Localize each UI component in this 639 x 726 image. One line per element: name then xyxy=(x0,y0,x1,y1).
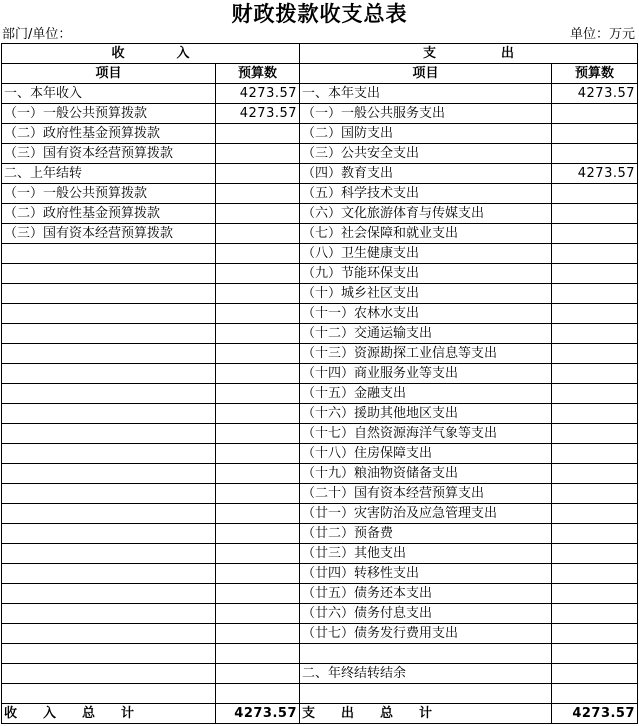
expense-amount-cell xyxy=(552,184,638,204)
expense-item-cell: 一、本年支出 xyxy=(300,84,552,104)
expense-item-cell: （廿二）预备费 xyxy=(300,524,552,544)
expense-item-cell: （十五）金融支出 xyxy=(300,384,552,404)
income-amount-cell xyxy=(216,344,300,364)
income-amount-cell xyxy=(216,424,300,444)
income-amount-cell xyxy=(216,304,300,324)
income-item-cell xyxy=(2,384,216,404)
income-amount-cell xyxy=(216,464,300,484)
table-row xyxy=(2,284,638,304)
expense-amount-cell xyxy=(552,664,638,684)
income-item-cell xyxy=(2,264,216,284)
expense-item-cell: （廿四）转移性支出 xyxy=(300,564,552,584)
totals-row xyxy=(2,704,638,724)
income-item-cell xyxy=(2,324,216,344)
expense-amount-cell xyxy=(552,144,638,164)
income-amount-cell xyxy=(216,384,300,404)
table-row xyxy=(2,524,638,544)
expense-item-cell: （十六）援助其他地区支出 xyxy=(300,404,552,424)
expense-amount-cell xyxy=(552,364,638,384)
expense-item-header: 项目 xyxy=(300,64,552,84)
income-item-cell xyxy=(2,304,216,324)
expense-item-cell: （十四）商业服务业等支出 xyxy=(300,364,552,384)
expense-budget-header: 预算数 xyxy=(552,64,638,84)
expense-item-cell xyxy=(300,684,552,704)
expense-amount-cell xyxy=(552,104,638,124)
income-amount-cell xyxy=(216,124,300,144)
income-item-cell: （二）政府性基金预算拨款 xyxy=(2,204,216,224)
table-row xyxy=(2,604,638,624)
income-budget-header: 预算数 xyxy=(216,64,300,84)
income-amount-cell xyxy=(216,224,300,244)
income-amount-cell xyxy=(216,484,300,504)
expense-amount-cell xyxy=(552,344,638,364)
income-amount-cell xyxy=(216,164,300,184)
expense-amount-cell xyxy=(552,644,638,664)
expense-item-cell: （五）科学技术支出 xyxy=(300,184,552,204)
expense-amount-cell: 4273.57 xyxy=(552,164,638,184)
income-amount-cell xyxy=(216,324,300,344)
expense-item-cell: （一）一般公共服务支出 xyxy=(300,104,552,124)
expense-item-cell xyxy=(300,644,552,664)
table-row xyxy=(2,104,638,124)
table-row xyxy=(2,344,638,364)
income-item-cell xyxy=(2,344,216,364)
expense-item-cell: （十八）住房保障支出 xyxy=(300,444,552,464)
expense-amount-cell xyxy=(552,504,638,524)
expense-item-cell: 二、年终结转结余 xyxy=(300,664,552,684)
table-row xyxy=(2,424,638,444)
expense-section-header: 支 出 xyxy=(300,44,638,64)
expense-item-cell: （十七）自然资源海洋气象等支出 xyxy=(300,424,552,444)
expense-amount-cell xyxy=(552,304,638,324)
income-item-cell xyxy=(2,524,216,544)
table-row xyxy=(2,84,638,104)
income-item-cell xyxy=(2,444,216,464)
income-item-cell xyxy=(2,244,216,264)
unit-label: 单位：万元 xyxy=(569,27,635,42)
income-item-cell xyxy=(2,424,216,444)
expense-total-label: 支 出 总 计 xyxy=(300,704,552,724)
income-amount-cell xyxy=(216,644,300,664)
expense-item-cell: （十）城乡社区支出 xyxy=(300,284,552,304)
expense-item-cell: （廿一）灾害防治及应急管理支出 xyxy=(300,504,552,524)
income-item-cell: （二）政府性基金预算拨款 xyxy=(2,124,216,144)
table-row xyxy=(2,684,638,704)
expense-amount-cell xyxy=(552,124,638,144)
expense-amount-cell xyxy=(552,584,638,604)
expense-amount-cell xyxy=(552,204,638,224)
income-item-cell xyxy=(2,664,216,684)
income-amount-cell xyxy=(216,684,300,704)
table-row xyxy=(2,444,638,464)
table-row xyxy=(2,364,638,384)
table-row xyxy=(2,324,638,344)
income-item-cell: （一）一般公共预算拨款 xyxy=(2,184,216,204)
expense-item-cell: （二）国防支出 xyxy=(300,124,552,144)
table-row xyxy=(2,244,638,264)
expense-item-cell: （七）社会保障和就业支出 xyxy=(300,224,552,244)
table-row xyxy=(2,204,638,224)
expense-amount-cell xyxy=(552,464,638,484)
income-section-header: 收 入 xyxy=(2,44,300,64)
income-amount-cell: 4273.57 xyxy=(216,104,300,124)
table-row xyxy=(2,664,638,684)
expense-item-cell: （廿七）债务发行费用支出 xyxy=(300,624,552,644)
income-amount-cell xyxy=(216,524,300,544)
income-amount-cell xyxy=(216,624,300,644)
income-amount-cell xyxy=(216,604,300,624)
income-amount-cell xyxy=(216,544,300,564)
income-total-label: 收 入 总 计 xyxy=(2,704,216,724)
expense-amount-cell xyxy=(552,444,638,464)
table-row xyxy=(2,464,638,484)
income-amount-cell xyxy=(216,444,300,464)
income-item-cell xyxy=(2,364,216,384)
income-item-header: 项目 xyxy=(2,64,216,84)
income-amount-cell xyxy=(216,504,300,524)
income-item-cell: （三）国有资本经营预算拨款 xyxy=(2,144,216,164)
income-amount-cell xyxy=(216,664,300,684)
expense-amount-cell xyxy=(552,324,638,344)
expense-amount-cell xyxy=(552,604,638,624)
income-item-cell: （一）一般公共预算拨款 xyxy=(2,104,216,124)
expense-item-cell: （廿五）债务还本支出 xyxy=(300,584,552,604)
income-amount-cell xyxy=(216,564,300,584)
income-total-amount: 4273.57 xyxy=(216,704,300,724)
expense-item-cell: （十一）农林水支出 xyxy=(300,304,552,324)
income-amount-cell xyxy=(216,144,300,164)
income-amount-cell xyxy=(216,264,300,284)
table-row xyxy=(2,264,638,284)
expense-amount-cell: 4273.57 xyxy=(552,84,638,104)
column-header-row xyxy=(2,64,638,84)
table-row xyxy=(2,584,638,604)
income-amount-cell xyxy=(216,364,300,384)
expense-amount-cell xyxy=(552,384,638,404)
expense-amount-cell xyxy=(552,404,638,424)
income-item-cell xyxy=(2,624,216,644)
expense-item-cell: （八）卫生健康支出 xyxy=(300,244,552,264)
budget-table xyxy=(1,43,638,724)
expense-amount-cell xyxy=(552,424,638,444)
expense-item-cell: （六）文化旅游体育与传媒支出 xyxy=(300,204,552,224)
expense-item-cell: （二十）国有资本经营预算支出 xyxy=(300,484,552,504)
expense-item-cell: （四）教育支出 xyxy=(300,164,552,184)
table-row xyxy=(2,224,638,244)
expense-item-cell: （十九）粮油物资储备支出 xyxy=(300,464,552,484)
expense-item-cell: （廿六）债务付息支出 xyxy=(300,604,552,624)
income-amount-cell xyxy=(216,584,300,604)
income-item-cell xyxy=(2,644,216,664)
income-item-cell xyxy=(2,544,216,564)
expense-amount-cell xyxy=(552,524,638,544)
table-row xyxy=(2,384,638,404)
income-amount-cell xyxy=(216,404,300,424)
expense-item-cell: （九）节能环保支出 xyxy=(300,264,552,284)
table-row xyxy=(2,124,638,144)
expense-amount-cell xyxy=(552,244,638,264)
expense-amount-cell xyxy=(552,684,638,704)
table-row xyxy=(2,644,638,664)
income-amount-cell xyxy=(216,184,300,204)
income-item-cell xyxy=(2,464,216,484)
income-amount-cell xyxy=(216,284,300,304)
table-row xyxy=(2,404,638,424)
expense-total-amount: 4273.57 xyxy=(552,704,638,724)
table-row xyxy=(2,144,638,164)
expense-amount-cell xyxy=(552,264,638,284)
income-item-cell xyxy=(2,284,216,304)
income-amount-cell xyxy=(216,204,300,224)
table-row xyxy=(2,164,638,184)
income-item-cell: （三）国有资本经营预算拨款 xyxy=(2,224,216,244)
income-item-cell xyxy=(2,684,216,704)
income-amount-cell: 4273.57 xyxy=(216,84,300,104)
income-item-cell: 二、上年结转 xyxy=(2,164,216,184)
table-row xyxy=(2,484,638,504)
report-title: 财政拨款收支总表 xyxy=(231,1,408,26)
income-item-cell: 一、本年收入 xyxy=(2,84,216,104)
expense-item-cell: （十二）交通运输支出 xyxy=(300,324,552,344)
income-item-cell xyxy=(2,584,216,604)
expense-item-cell: （三）公共安全支出 xyxy=(300,144,552,164)
income-item-cell xyxy=(2,564,216,584)
expense-amount-cell xyxy=(552,564,638,584)
income-item-cell xyxy=(2,504,216,524)
income-amount-cell xyxy=(216,244,300,264)
income-item-cell xyxy=(2,404,216,424)
section-header-row xyxy=(2,44,638,64)
income-item-cell xyxy=(2,604,216,624)
expense-amount-cell xyxy=(552,624,638,644)
table-row xyxy=(2,304,638,324)
income-item-cell xyxy=(2,484,216,504)
table-row xyxy=(2,544,638,564)
department-label: 部门/单位： xyxy=(2,27,72,42)
expense-amount-cell xyxy=(552,224,638,244)
expense-amount-cell xyxy=(552,544,638,564)
table-row xyxy=(2,184,638,204)
expense-item-cell: （十三）资源勘探工业信息等支出 xyxy=(300,344,552,364)
table-row xyxy=(2,624,638,644)
expense-amount-cell xyxy=(552,484,638,504)
table-row xyxy=(2,504,638,524)
expense-amount-cell xyxy=(552,284,638,304)
table-row xyxy=(2,564,638,584)
expense-item-cell: （廿三）其他支出 xyxy=(300,544,552,564)
